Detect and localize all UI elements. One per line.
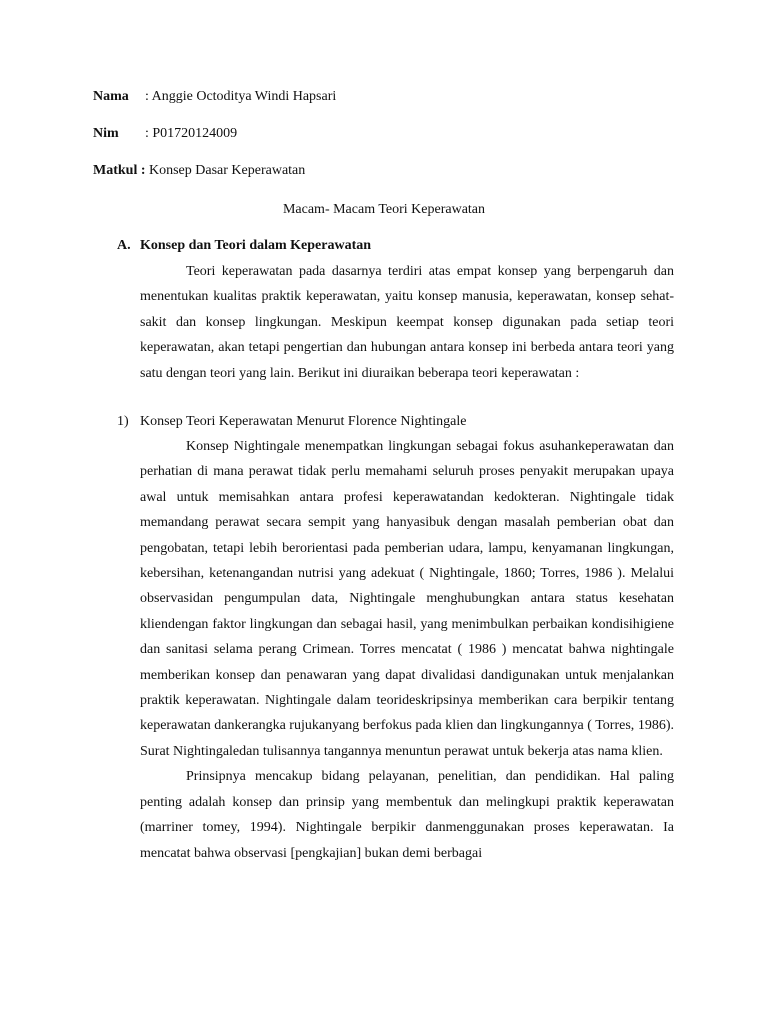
name-value: : Anggie Octoditya Windi Hapsari xyxy=(145,89,337,104)
student-id-row xyxy=(93,124,237,144)
section-a-marker: A. xyxy=(117,238,131,253)
item-1-body xyxy=(140,434,674,866)
section-a-title: Konsep dan Teori dalam Keperawatan xyxy=(140,238,372,253)
name-label: Nama xyxy=(93,89,129,104)
section-a-heading xyxy=(117,236,371,256)
item-1-marker: 1) xyxy=(117,414,129,429)
section-a-paragraph: Teori keperawatan pada dasarnya terdiri atas empat konsep yang berpengaruh dan menentukan kualitas praktik keperawatan, yaitu konsep manusia, keperawatan, konsep sehat-sakit dan konsep lingkungan. Meskipun keempat konsep digunakan pada setiap teori keperawatan, akan tetapi pengertian dan hubungan antara konsep ini berbeda antara teori yang satu dengan teori yang lain. Berikut ini diuraikan beberapa teori keperawatan : xyxy=(140,264,674,381)
student-name-row xyxy=(93,87,336,107)
course-value: Konsep Dasar Keperawatan xyxy=(145,163,306,178)
nim-value: : P01720124009 xyxy=(145,126,238,141)
item-1-title: Konsep Teori Keperawatan Menurut Florence Nightingale xyxy=(140,414,467,429)
course-label: Matkul : xyxy=(93,163,146,178)
item-1-heading xyxy=(117,412,467,432)
item-1-paragraph-1: Konsep Nightingale menempatkan lingkungan sebagai fokus asuhankeperawatan dan perhatian di mana perawat tidak perlu memahami seluruh proses penyakit merupakan upaya awal untuk memisahkan antara profesi keperawatandan kedokteran. Nightingale tidak memandang perawat secara sempit yang hanyasibuk dengan masalah pemberian obat dan pengobatan, tetapi lebih berorientasi pada pemberian udara, lampu, kenyamanan lingkungan, kebersihan, ketenangandan nutrisi yang adekuat ( Nightingale, 1860; Torres, 1986 ). Melalui observasidan pengumpulan data, Nightingale menghubungkan antara status kesehatan kliendengan faktor lingkungan dan sebagai hasil, yang menimbulkan perbaikan kondisihigiene dan sanitasi selama perang Crimean. Torres mencatat ( 1986 ) mencatat bahwa nightingale memberikan konsep dan penawaran yang dapat divalidasi dandigunakan untuk menjalankan praktik keperawatan. Nightingale dalam teorideskripsinya memberikan cara berpikir tentang keperawatan dankerangka rujukanyang berfokus pada klien dan lingkungannya ( Torres, 1986). Surat Nightingaledan tulisannya tangannya menuntun perawat untuk bekerja atas nama klien. xyxy=(140,439,674,759)
name-colon-value xyxy=(145,89,336,104)
section-a-body xyxy=(140,259,674,386)
nim-label: Nim xyxy=(93,126,119,141)
course-row xyxy=(93,161,305,181)
item-1-paragraph-2: Prinsipnya mencakup bidang pelayanan, penelitian, dan pendidikan. Hal paling penting adalah konsep dan prinsip yang membentuk dan melingkupi praktik keperawatan (marriner tomey, 1994). Nightingale berpikir danmenggunakan proses keperawatan. Ia mencatat bahwa observasi [pengkajian] bukan demi berbagai xyxy=(140,769,674,861)
document-title: Macam- Macam Teori Keperawatan xyxy=(282,202,486,217)
